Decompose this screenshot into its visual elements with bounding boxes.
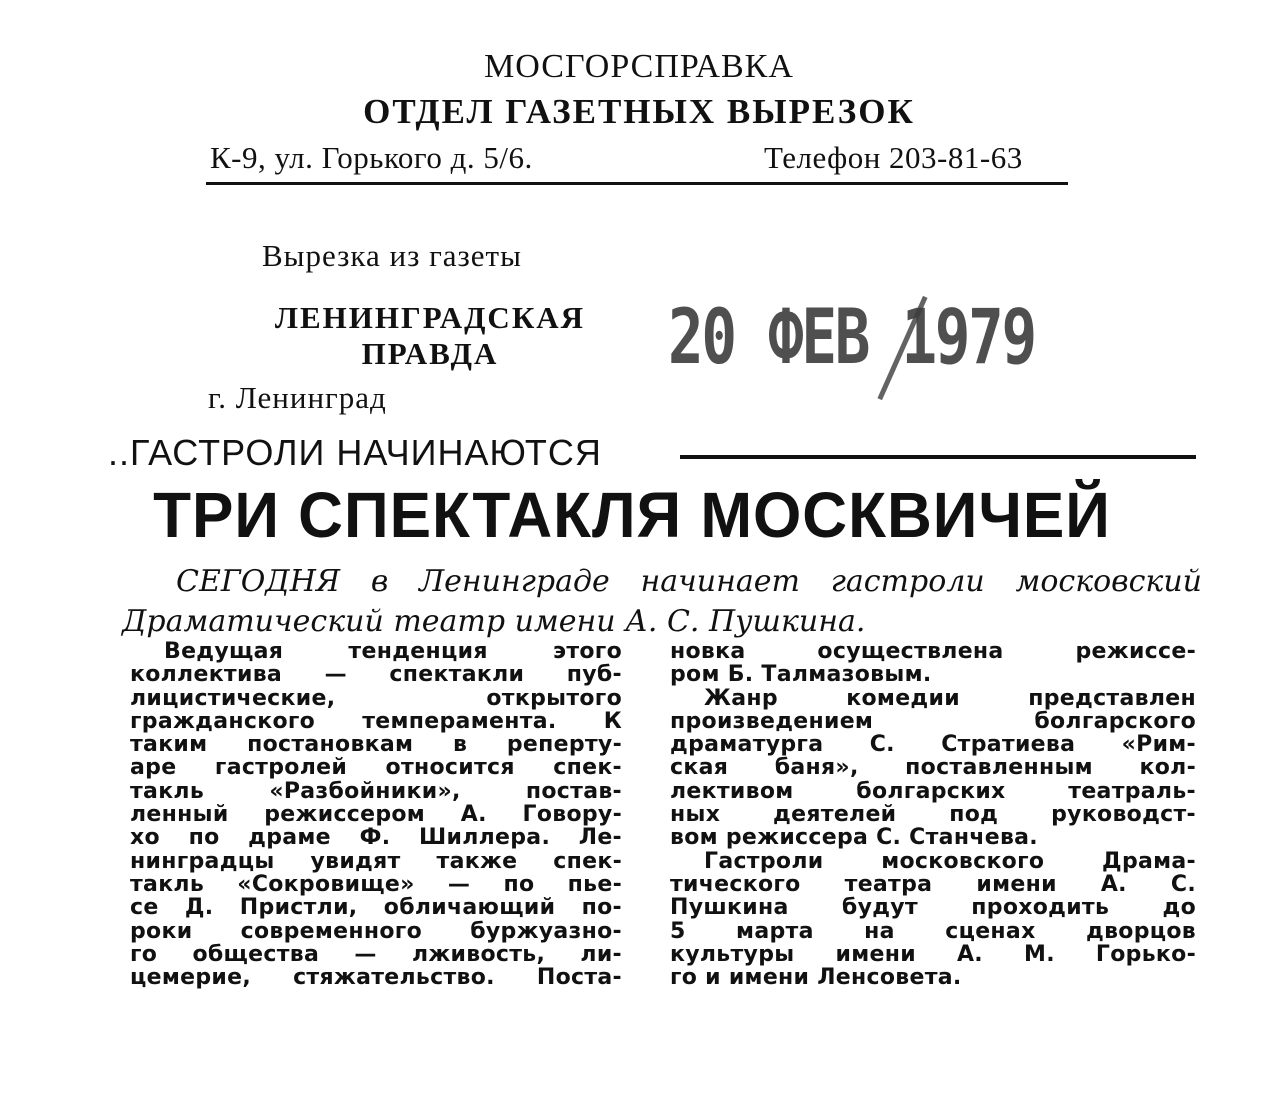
text-line: культуры имени А. М. Горько- [670, 942, 1196, 967]
article-column-right [670, 640, 1196, 989]
newspaper-city: г. Ленинград [208, 380, 387, 415]
department-name: ОТДЕЛ ГАЗЕТНЫХ ВЫРЕЗОК [363, 92, 915, 131]
text-line: новка осуществлена режиссе- [670, 640, 1196, 664]
text-line: цемерие, стяжательство. Поста- [130, 966, 622, 990]
date-stamp: 20 ФЕВ 1979 [668, 292, 1035, 381]
text-line: Жанр комедии представлен [704, 686, 1196, 710]
text-line: го и имени Ленсовета. [670, 966, 962, 990]
text-line: се Д. Пристли, обличающий по- [130, 896, 622, 920]
text-line: го общества — лживость, ли- [130, 942, 622, 967]
text-line: хо по драме Ф. Шиллера. Ле- [130, 826, 622, 850]
text-line: тического театра имени А. С. [670, 872, 1196, 897]
text-line: аре гастролей относится спек- [130, 756, 622, 780]
clipping-source-label: Вырезка из газеты [262, 238, 522, 273]
text-line: ных деятелей под руководст- [670, 803, 1196, 827]
text-line: такль «Разбойники», постав- [130, 779, 622, 804]
text-line: ленный режиссером А. Говору- [130, 803, 622, 827]
text-line: гражданского темперамента. К [130, 709, 622, 734]
article-headline: ТРИ СПЕКТАКЛЯ МОСКВИЧЕЙ [153, 479, 1111, 551]
article-kicker: ..ГАСТРОЛИ НАЧИНАЮТСЯ [108, 432, 602, 473]
article-column-left [130, 640, 622, 989]
text-line: лективом болгарских театраль- [670, 779, 1196, 804]
text-line: вом режиссера С. Станчева. [670, 826, 1038, 850]
article-lead [122, 562, 1202, 642]
newspaper-name: ЛЕНИНГРАДСКАЯ ПРАВДА [274, 300, 586, 371]
text-line: ром Б. Талмазовым. [670, 663, 932, 687]
lead-line: Драматический театр имени А. С. Пушкина. [122, 604, 866, 639]
text-line: такль «Сокровище» — по пье- [130, 872, 622, 897]
agency-address: К-9, ул. Горького д. 5/6. [210, 140, 533, 175]
text-line: драматурга С. Стратиева «Рим- [670, 733, 1196, 757]
text-line: лицистические, открытого [130, 686, 622, 710]
text-line: коллектива — спектакли пуб- [130, 663, 622, 687]
text-line: 5 марта на сценах дворцов [670, 919, 1196, 943]
text-line: ская баня», поставленным кол- [670, 756, 1196, 780]
agency-name: МОСГОРСПРАВКА [484, 48, 794, 85]
text-line: нинградцы увидят также спек- [130, 849, 622, 873]
text-line: роки современного буржуазно- [130, 919, 622, 943]
text-line: таким постановкам в реперту- [130, 733, 622, 757]
stamp-divider [206, 182, 1068, 185]
text-line: Пушкина будут проходить до [670, 896, 1196, 920]
lead-line: СЕГОДНЯ в Ленинграде начинает гастроли московский [176, 564, 1202, 599]
text-line: произведением болгарского [670, 709, 1196, 734]
kicker-rule [680, 455, 1196, 459]
agency-phone: Телефон 203-81-63 [764, 140, 1023, 175]
text-line: Гастроли московского Драма- [704, 849, 1196, 873]
text-line: Ведущая тенденция этого [164, 640, 622, 664]
